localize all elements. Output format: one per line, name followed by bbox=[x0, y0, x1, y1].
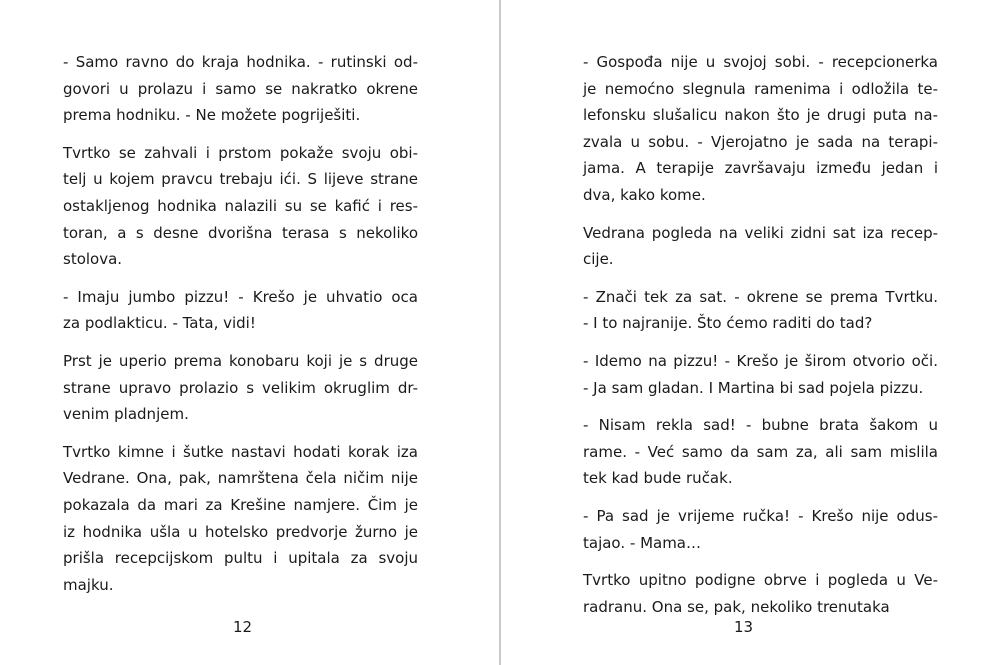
text-line: ostakljenog hodnika nalazili su se kafić i res- bbox=[63, 196, 418, 215]
paragraph bbox=[583, 284, 938, 337]
left-page-text bbox=[63, 49, 418, 609]
text-line: dva, kako kome. bbox=[583, 185, 706, 204]
text-line: Prst je uperio prema konobaru koji je s druge bbox=[63, 351, 418, 370]
text-line: Tvrtko upitno podigne obrve i pogleda u Ve- bbox=[583, 571, 938, 590]
text-line: - Samo ravno do kraja hodnika. - rutinski od- bbox=[63, 53, 418, 71]
text-line: za podlakticu. - Tata, vidi! bbox=[63, 314, 256, 333]
text-line: rame. - Već samo da sam za, ali sam mislila bbox=[583, 442, 938, 461]
right-page bbox=[501, 0, 1000, 665]
left-page-number: 12 bbox=[232, 618, 253, 636]
paragraph bbox=[63, 348, 418, 428]
paragraph bbox=[583, 220, 938, 273]
text-line: prišla recepcijskom pultu i upitala za svoju bbox=[63, 549, 418, 568]
text-line: toran, a s desne dvorišna terasa s nekoliko bbox=[63, 223, 418, 242]
text-line: jama. A terapije završavaju između jedan i bbox=[583, 159, 938, 178]
text-line: stolova. bbox=[63, 250, 123, 269]
text-line: - Idemo na pizzu! - Krešo je širom otvorio oči. bbox=[583, 351, 938, 370]
text-line: iz hodnika ušla u hotelsko predvorje žurno je bbox=[63, 522, 418, 541]
paragraph bbox=[583, 348, 938, 401]
text-line: Vedrana pogleda na veliki zidni sat iza recep- bbox=[583, 223, 938, 242]
text-line: tajao. - Mama… bbox=[583, 533, 702, 552]
text-line: telj u kojem pravcu trebaju ići. S lijeve strane bbox=[63, 170, 418, 189]
text-line: je nemoćno slegnula ramenima i odložila te- bbox=[583, 79, 938, 98]
text-line: Tvrtko kimne i šutke nastavi hodati korak iza bbox=[63, 442, 418, 461]
text-line: - Imaju jumbo pizzu! - Krešo je uhvatio oca bbox=[63, 287, 418, 306]
paragraph bbox=[583, 49, 938, 209]
paragraph bbox=[63, 284, 418, 337]
paragraph bbox=[63, 49, 418, 129]
text-line: cije. bbox=[583, 250, 614, 269]
paragraph bbox=[583, 567, 938, 620]
text-line: majku. bbox=[63, 575, 114, 594]
left-page bbox=[0, 0, 499, 665]
text-line: strane upravo prolazio s velikim okruglim dr- bbox=[63, 378, 418, 397]
text-line: venim pladnjem. bbox=[63, 405, 189, 424]
text-line: - Nisam rekla sad! - bubne brata šakom u bbox=[583, 416, 938, 435]
text-line: - Gospođa nije u svojoj sobi. - recepcionerka bbox=[583, 53, 938, 71]
text-line: tek kad bude ručak. bbox=[583, 469, 733, 488]
text-line: govori u prolazu i samo se nakratko okrene bbox=[63, 79, 418, 98]
paragraph bbox=[583, 503, 938, 556]
text-line: Tvrtko se zahvali i prstom pokaže svoju obi- bbox=[63, 143, 418, 162]
paragraph bbox=[63, 140, 418, 273]
text-line: pokazala da mari za Krešine namjere. Čim je bbox=[63, 495, 418, 514]
right-page-number: 13 bbox=[733, 618, 754, 636]
text-line: Vedrane. Ona, pak, namrštena čela ničim nije bbox=[63, 469, 418, 488]
text-line: - I to najranije. Što ćemo raditi do tad? bbox=[583, 314, 873, 333]
paragraph bbox=[583, 412, 938, 492]
text-line: - Pa sad je vrijeme ručka! - Krešo nije odus- bbox=[583, 506, 938, 525]
text-line: - Znači tek za sat. - okrene se prema Tvrtku. bbox=[583, 287, 938, 306]
text-line: - Ja sam gladan. I Martina bi sad pojela pizzu. bbox=[583, 378, 924, 397]
text-line: lefonsku slušalicu nakon što je drugi puta na- bbox=[583, 106, 938, 125]
text-line: prema hodniku. - Ne možete pogriješiti. bbox=[63, 106, 361, 125]
right-page-text bbox=[583, 49, 938, 631]
text-line: zvala u sobu. - Vjerojatno je sada na terapi- bbox=[583, 132, 938, 151]
paragraph bbox=[63, 439, 418, 599]
text-line: radranu. Ona se, pak, nekoliko trenutaka bbox=[583, 597, 890, 616]
